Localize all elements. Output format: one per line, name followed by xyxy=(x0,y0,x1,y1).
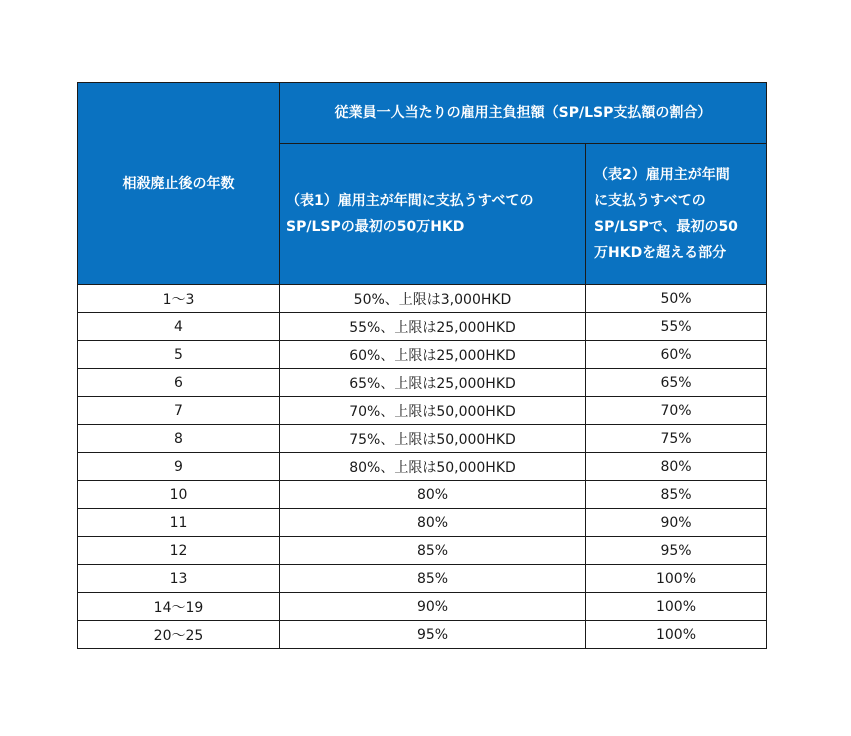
cell-table2: 60% xyxy=(586,341,767,369)
header-table1 xyxy=(280,144,586,285)
cell-years: 6 xyxy=(78,369,280,397)
cell-table1: 65%、上限は25,000HKD xyxy=(280,369,586,397)
header-table2-line: 万HKDを超える部分 xyxy=(594,245,727,261)
cell-table2: 80% xyxy=(586,453,767,481)
cell-table2: 100% xyxy=(586,565,767,593)
cell-table2: 100% xyxy=(586,593,767,621)
table-row xyxy=(78,481,767,509)
table-row xyxy=(78,369,767,397)
table-row xyxy=(78,285,767,313)
cell-table2: 70% xyxy=(586,397,767,425)
cell-table1: 80% xyxy=(280,481,586,509)
cell-years: 12 xyxy=(78,537,280,565)
cell-table1: 85% xyxy=(280,537,586,565)
table-row xyxy=(78,537,767,565)
table-row xyxy=(78,425,767,453)
header-table2 xyxy=(586,144,767,285)
table-row xyxy=(78,593,767,621)
cell-years: 9 xyxy=(78,453,280,481)
cell-table2: 55% xyxy=(586,313,767,341)
cell-table1: 80% xyxy=(280,509,586,537)
cell-years: 5 xyxy=(78,341,280,369)
cell-years: 8 xyxy=(78,425,280,453)
cell-table2: 50% xyxy=(586,285,767,313)
table-row xyxy=(78,313,767,341)
cell-table2: 85% xyxy=(586,481,767,509)
header-table1-line: SP/LSPの最初の50万HKD xyxy=(286,219,465,235)
table-row xyxy=(78,621,767,649)
table-body xyxy=(78,285,767,649)
cell-table2: 65% xyxy=(586,369,767,397)
header-table1-line: （表1）雇用主が年間に支払うすべての xyxy=(286,193,534,209)
cell-table1: 85% xyxy=(280,565,586,593)
table-row xyxy=(78,453,767,481)
header-table2-line: に支払うすべての xyxy=(594,193,706,209)
cell-table2: 75% xyxy=(586,425,767,453)
cell-table1: 70%、上限は50,000HKD xyxy=(280,397,586,425)
cell-years: 4 xyxy=(78,313,280,341)
employer-share-table xyxy=(77,82,767,649)
cell-years: 20～25 xyxy=(78,621,280,649)
cell-table1: 95% xyxy=(280,621,586,649)
cell-table1: 75%、上限は50,000HKD xyxy=(280,425,586,453)
cell-years: 13 xyxy=(78,565,280,593)
cell-table2: 100% xyxy=(586,621,767,649)
cell-table1: 90% xyxy=(280,593,586,621)
cell-years: 14～19 xyxy=(78,593,280,621)
cell-table1: 55%、上限は25,000HKD xyxy=(280,313,586,341)
cell-years: 11 xyxy=(78,509,280,537)
header-years: 相殺廃止後の年数 xyxy=(78,83,280,285)
cell-table1: 80%、上限は50,000HKD xyxy=(280,453,586,481)
table-row xyxy=(78,509,767,537)
cell-years: 7 xyxy=(78,397,280,425)
table-header xyxy=(78,83,767,285)
cell-table2: 90% xyxy=(586,509,767,537)
table-row xyxy=(78,565,767,593)
cell-years: 10 xyxy=(78,481,280,509)
cell-table1: 50%、上限は3,000HKD xyxy=(280,285,586,313)
header-table2-line: （表2）雇用主が年間 xyxy=(594,167,730,183)
header-table2-line: SP/LSPで、最初の50 xyxy=(594,219,738,235)
table-row xyxy=(78,341,767,369)
cell-table1: 60%、上限は25,000HKD xyxy=(280,341,586,369)
cell-years: 1～3 xyxy=(78,285,280,313)
cell-table2: 95% xyxy=(586,537,767,565)
table-row xyxy=(78,397,767,425)
header-employer-share: 従業員一人当たりの雇用主負担額（SP/LSP支払額の割合） xyxy=(280,83,767,144)
